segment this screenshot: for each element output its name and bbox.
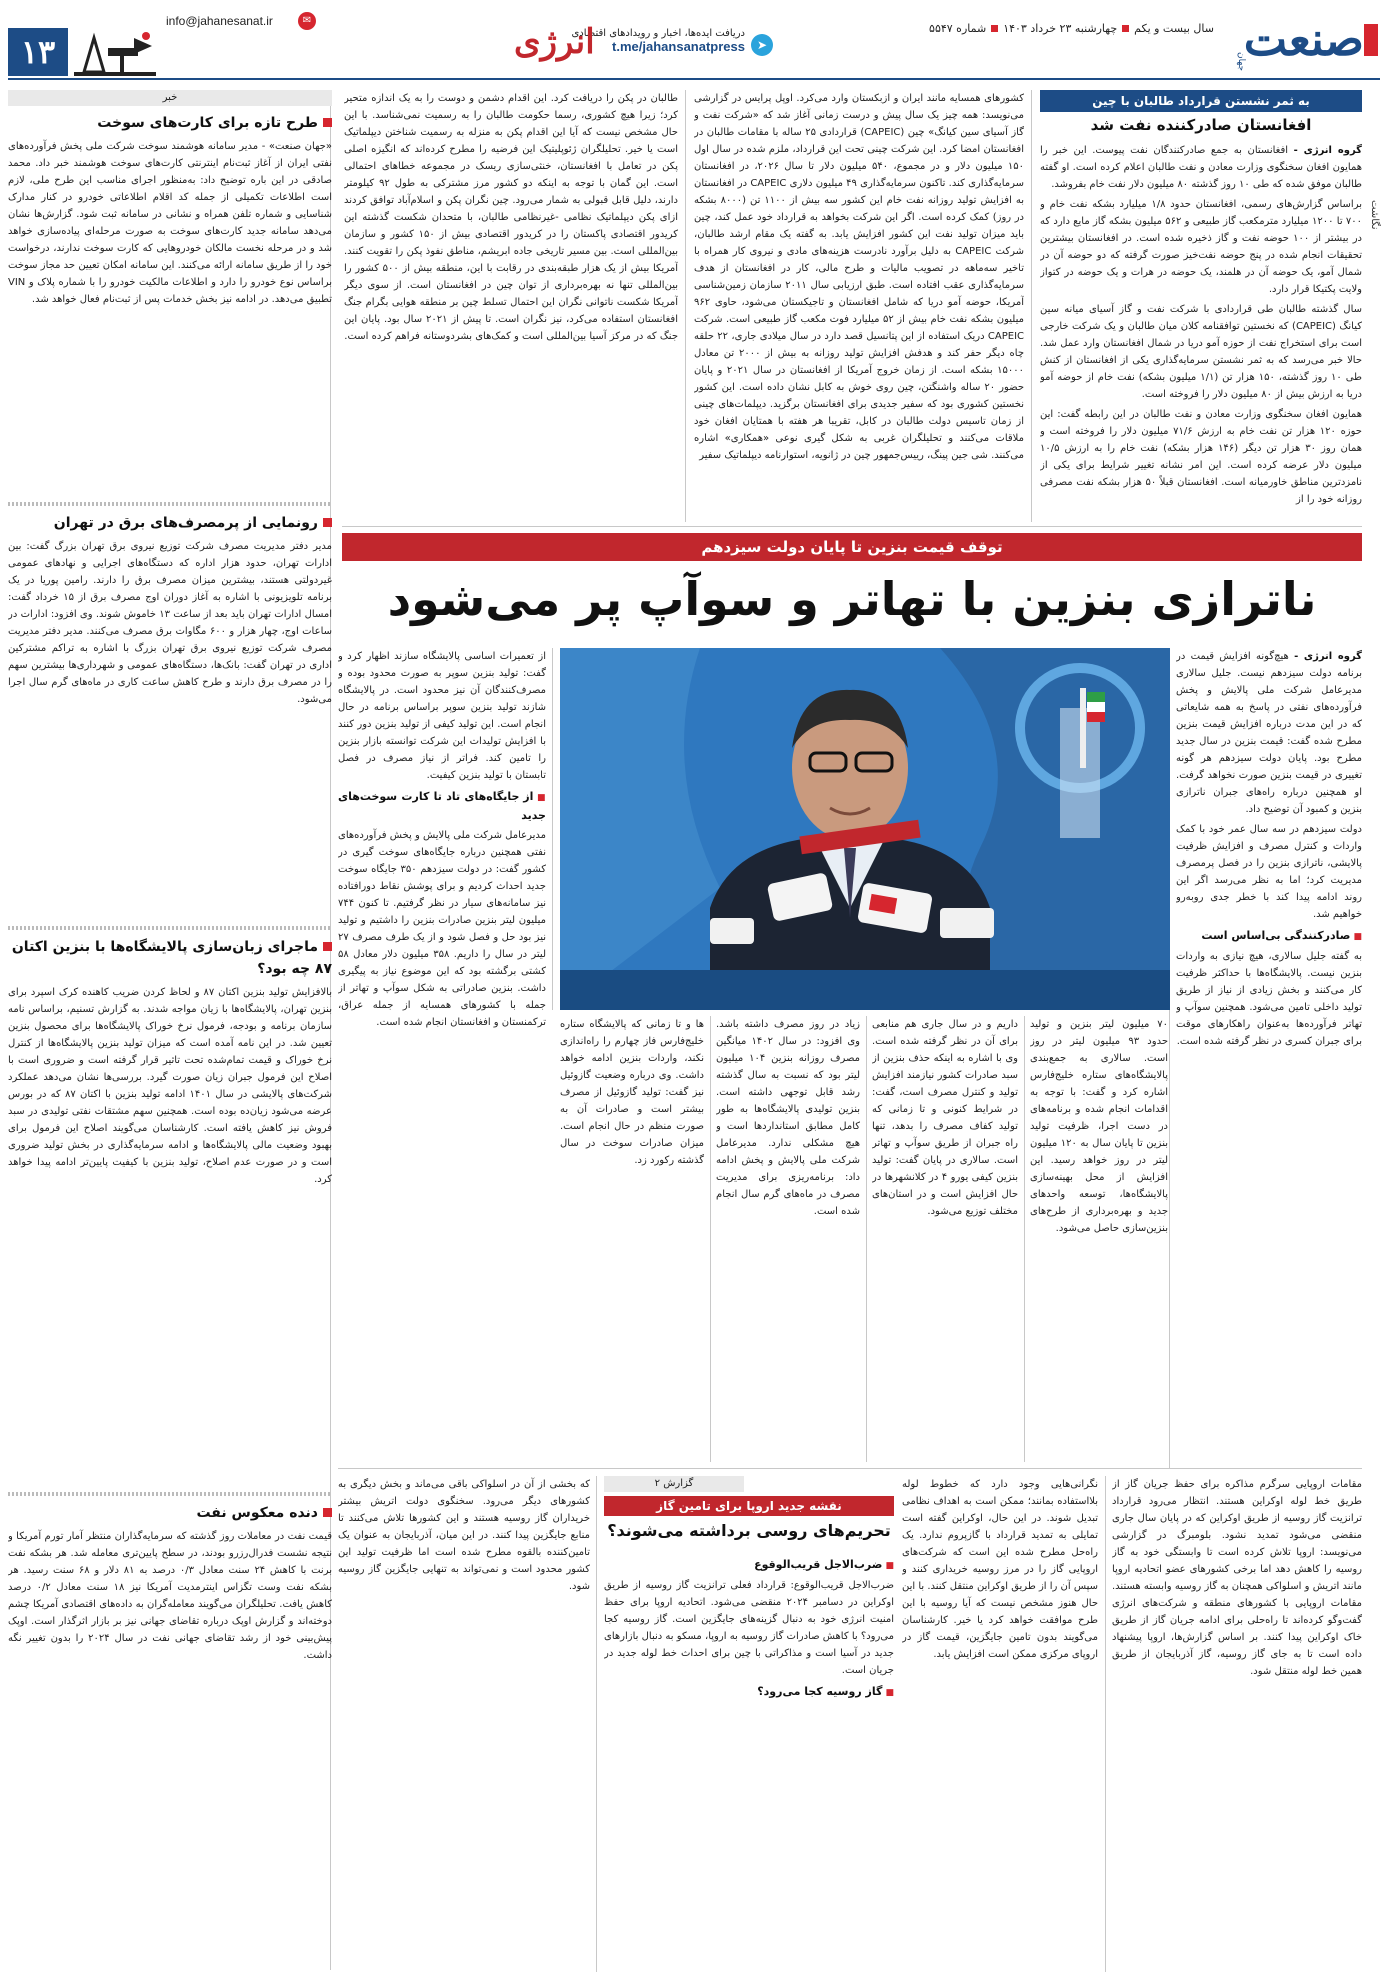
logo-subtext: جهان (1236, 52, 1246, 72)
news-title[interactable]: دنده معکوس نفت (8, 1502, 332, 1524)
bottom-story-column-1 (1112, 1476, 1362, 1972)
bullet-square (323, 118, 332, 127)
top-story-column-2 (694, 90, 1024, 522)
issue-info (929, 22, 1214, 35)
news-title[interactable]: ماجرای زبان‌سازی پالایشگاه‌ها با بنزین اکتان ۸۷ چه بود؟ (11, 939, 332, 977)
telegram-caption: دریافت ایده‌ها، اخبار و رویدادهای اقتصادی (571, 28, 745, 39)
column-rule (1105, 1476, 1106, 1972)
paragraph: دولت سیزدهم در سه سال عمر خود با کمک واردات و کنترل مصرف و افزایش ظرفیت پالایشی، ناترازی بنزین را در فصل پرمصرف مدیریت کرد؛ اما به نظر می‌رسد اگر این روند ادامه پیدا کند با خطر جدی روبه‌رو خواهیم شد. (1176, 824, 1362, 920)
paragraph: زیاد در روز مصرف داشته باشد. وی افزود: در سال ۱۴۰۲ میانگین مصرف روزانه بنزین ۱۰۴ میلیون لیتر بود که نسبت به سال گذشته رشد قابل توجهی داشته است. بنزین تولیدی پالایشگاه‌ها به طور کامل مطابق استانداردها است و هیچ مشکلی ندارد. مدیرعامل شرکت ملی پالایش و پخش ادامه داد: برنامه‌ریزی برای مدیریت مصرف در ماه‌های گرم سال انجام شده است. (716, 1019, 860, 1217)
masthead (8, 8, 1380, 80)
paragraph: گروه انرژی - افغانستان به جمع صادرکنندگان نفت پیوست. این خبر را همایون افغان سخنگوی وزارت معادن و نفت طالبان اعلام کرده است. او گفته طالبان موفق شده که طی ۱۰ روز گذشته ۸۰ میلیون دلار نفت خام بفروشد. (1040, 145, 1362, 190)
mail-icon: ✉ (298, 12, 316, 30)
telegram-link[interactable]: t.me/jahansanatpress (612, 39, 745, 54)
bullet-square (323, 942, 332, 951)
paragraph: مدیرعامل شرکت ملی پالایش و پخش فرآورده‌های نفتی همچنین درباره جایگاه‌های سوخت گیری در کشور گفت: در دولت سیزدهم ۳۵۰ جایگاه سوخت جدید احداث کردیم و برای پوشش نقاط دورافتاده نیز سامانه‌های سیار در نظر گرفتیم. تا کنون ۷۴۴ میلیون لیتر بنزین صادرات بنزین را داشتیم و تولید نیز بود حل و فصل شود و از یک طرف مصرف ۲۷ لیتر در سال را داریم. ۳۵۸ میلیون دلار معادل ۵۸ کشتی برگشته بود که این موضوع نیاز به پیگیری داشت. بنزین صادراتی به شکل سوآپ و تهاتر از جمله با کشورهای همسایه از جمله عراق، ترکمنستان و افغانستان انجام شده است. (338, 830, 546, 1028)
paragraph: همایون افغان سخنگوی وزارت معادن و نفت طالبان در این رابطه گفت: این حوزه ۱۲۰ هزار تن نفت خام به ارزش ۷۱/۶ میلیون دلار را فروخته است و همان روز ۳۰ هزار تن دیگر (۱۴۶ هزار بشکه) نفت خام را به ارزش ۱۰/۵ میلیون دلار عرضه کرده است. این امر نشانه تغییر شرایط برای یکی از نامزدترین مناطق خاورمیانه است. افغانستان قبلاً ۵۰ هزار بشکه نفت مصرفی روزانه خود را از (1040, 409, 1362, 505)
main-story-bottom-column-2 (872, 1016, 1018, 1462)
logo-text: صنعت (1243, 12, 1364, 66)
press-conference-image (560, 648, 1170, 1010)
main-story-bottom-column-1 (1030, 1016, 1168, 1462)
paragraph: کشورهای همسایه مانند ایران و ازبکستان وارد می‌کرد. اوپل پرایس در گزارشی می‌نویسد: همه چیز یک سال پیش و درست زمانی آغاز شد که «شرکت نفت و گاز آسیای سین کیانگ» چین (CAPEIC) قراردادی ۲۵ ساله با مقامات طالبان در افغانستان امضا کرد. این شرکت چینی تحت این قرارداد، ملزم شده در سال اول ۱۵۰ میلیون دلار و در مجموع، ۵۴۰ میلیون دلار تا سال ۲۰۲۶، در افغانستان سرمایه‌گذاری کند. تاکنون سرمایه‌گذاری ۴۹ میلیون دلاری CAPEIC در افغانستان به افزایش تولید روزانه نفت خام این کشور سه بیش از ۱۱۰۰ تن (۸۰۰۰ بشکه در روز) کمک کرده است. اگر این شرکت بخواهد به قرارداد خود عمل کند، چین باید میزان تولید نفت این کشور افزایش یابد. به گفته یک مقام ارشد طالبان، شرکت CAPEIC به دلیل برآورد نادرست هزینه‌های مادی و نیروی کار همراه با تاخیر سه‌ماهه در تصویب مالیات و طرح مالی، کار در افغانستان از هدف سرمایه‌گذاری عقب افتاده است. طبق ارزیابی سال ۲۰۱۱ سازمان زمین‌شناسی آمریکا، حوضه آمو دریا که شامل افغانستان و تاجیکستان می‌شود، حاوی ۹۶۲ میلیون بشکه نفت خام بیش از ۵۲ میلیارد فوت مکعب گاز طبیعی است. شرکت CAPEIC دریک استفاده از این پتانسیل قصد دارد در سال میلادی جاری، ۲۲ حلقه چاه دیگر حفر کند و هدفش افزایش تولید روزانه به بیش از ۲۰۰۰ تن معادل ۱۵۰۰۰ بشکه است. از زمان خروج آمریکا از افغانستان در سال ۲۰۲۱ و پایان حضور ۲۰ ساله واشنگتن، چین روی خوش به کابل نشان داده است. این کشور نخستین کشوری بود که سفیر جدیدی برای افغانستان برگزید. دیپلمات‌های چینی از زمان تاسیس دولت طالبان در کابل، تقریبا هر هفته با همتایان افغان خود ملاقات می‌کنند و تحلیلگران غربی به شکل گیری نوعی «همکاری» اشاره می‌کنند. شی جین پینگ، رییس‌جمهور چین در ژانویه، استوارنامه دیپلماتیک سفیر (694, 93, 1024, 461)
column-rule (866, 1016, 867, 1462)
section-rule (342, 526, 1362, 527)
column-rule (710, 1016, 711, 1462)
main-story-kicker: توقف قیمت بنزین تا پایان دولت سیزدهم (342, 533, 1362, 561)
column-rule (596, 1476, 597, 1972)
issue-number: شماره ۵۵۴۷ (929, 22, 987, 35)
logo-accent (1364, 24, 1378, 56)
top-story-column-1 (1040, 142, 1362, 522)
bottom-story-column-4 (338, 1476, 590, 1972)
page-number: ۱۳ (8, 28, 68, 76)
bottom-story-column-3 (604, 1552, 894, 1972)
bottom-story-title[interactable]: تحریم‌های روسی برداشته می‌شوند؟ (607, 1521, 891, 1540)
paragraph: ضرب‌الاجل قریب‌الوقوع: قرارداد فعلی ترانزیت گاز روسیه از طریق اوکراین در دسامبر ۲۰۲۴ منقضی می‌شود. اتحادیه اروپا برای حفظ امنیت انرژی خود به دنبال گزینه‌های جایگزین است. گاز روسیه کجا می‌رود؟ با کاهش صادرات گاز روسیه به اروپا، مسکو به دنبال بازارهای جدید در آسیا است و مذاکراتی با چین برای احداث خط لوله جدید در جریان است. (604, 1580, 894, 1676)
issue-date: چهارشنبه ۲۳ خرداد ۱۴۰۳ (1003, 22, 1118, 35)
contact-email[interactable]: info@jahanesanat.ir (166, 14, 273, 28)
main-story-headline[interactable]: ناترازی بنزین با تهاتر و سوآپ پر می‌شود (387, 572, 1317, 626)
top-story-kicker: به ثمر نشستن قرارداد طالبان با چین (1040, 90, 1362, 112)
separator-square (1122, 25, 1129, 32)
main-story-bottom-column-3 (716, 1016, 860, 1462)
bullet-square (323, 1508, 332, 1517)
top-story-title[interactable]: افغانستان صادرکننده نفت شد (1090, 116, 1312, 134)
main-story-left-column (338, 648, 546, 1462)
subheading: ■ گاز روسیه کجا می‌رود؟ (604, 1683, 894, 1702)
news-body: قیمت نفت در معاملات روز گذشته که سرمایه‌گذاران منتظر آمار تورم آمریکا و نتیجه نشست فدرال‌رزرو بودند، در سطح پایین‌تری معامله شد. هر بشکه نفت برنت با کاهش ۲۴ سنت معادل ۰/۳ درصد به ۸۱ دلار و ۶۸ سنت رسید. هر بشکه نفت وست تگزاس اینترمدیت آمریکا نیز ۱۸ سنت معادل ۰/۲ درصد کاهش یافت. تحلیلگران می‌گویند معامله‌گران به داده‌های اقتصادی آمریکا چشم دوخته‌اند و گزارش اوپک درباره تقاضای جهانی نیز بر بازار اثرگذار است. اوپک پیش‌بینی خود از رشد تقاضای جهانی نفت در سال ۲۰۲۴ را بدون تغییر نگه داشت. (8, 1531, 332, 1661)
telegram-icon: ➤ (751, 34, 773, 56)
lead-text: گروه انرژی - (1293, 145, 1362, 156)
subheading: ■ ضرب‌الاجل قریب‌الوقوع (604, 1556, 894, 1575)
divider (8, 1492, 332, 1496)
left-news-column (8, 90, 332, 1766)
main-story-right-column (1176, 648, 1362, 1468)
news-title[interactable]: طرح تازه برای کارت‌های سوخت (8, 112, 332, 134)
main-story-bottom-column-4 (560, 1016, 704, 1462)
subheading: ■ صادرکنندگی بی‌اساس است (1176, 927, 1362, 946)
news-tag: خبر (8, 90, 332, 106)
issue-year: سال بیست و یکم (1134, 22, 1214, 35)
bullet-square (323, 518, 332, 527)
lead-text: گروه انرژی - (1294, 651, 1362, 662)
paragraph: به گفته جلیل سالاری، هیچ نیازی به واردات بنزین نیست. پالایشگاه‌ها با حداکثر ظرفیت کار می‌کنند و بخش زیادی از نیاز از طریق تولید داخلی تامین می‌شود. همچنین سوآپ و تهاتر فرآورده‌ها به‌عنوان راهکارهای موقت برای جبران کسری در نظر گرفته شده است. (1176, 951, 1362, 1047)
oil-rig-icon (74, 28, 156, 76)
newspaper-logo[interactable] (1230, 8, 1380, 76)
news-body: بالافزایش تولید بنزین اکتان ۸۷ و لحاظ کردن ضریب کاهنده کرک اسپرد برای بنزین تهران، پالایشگاه‌ها با زیان مواجه شدند. به گزارش تسنیم، براساس نامه سازمان برنامه و بودجه، فرمول نرخ خوراک پالایشگاه‌ها برای محصول بنزین تعیین شد. در این نامه آمده است که میزان تولید بنزین پالایشگاه‌ها از کنترل نرخ خوراک و قیمت تمام‌شده تحت تاثیر قرار گرفته است و ضروری است با اصلاح این فرمول جبران زیان صورت گیرد. بررسی‌ها نشان می‌دهد عملکرد شرکت‌های پالایشی در سال ۱۴۰۱ ادامه تولید بنزین با اکتان ۸۷ که در بورس عرضه می‌شود زیان‌ده بوده است. همچنین سهم مشتقات نفتی تولیدی در سبد فروش نیز کاهش یافته است. کارشناسان می‌گویند اصلاح این فرمول برای بهبود وضعیت مالی پالایشگاه‌ها و ادامه سرمایه‌گذاری در بخش تولید ضروری است و در صورت عدم اصلاح، تولید بنزین با کیفیت پایین‌تر ادامه پیدا خواهد کرد. (8, 987, 332, 1185)
paragraph: ۷۰ میلیون لیتر بنزین و تولید حدود ۹۳ میلیون لیتر در روز است. سالاری به جمع‌بندی پالایشگاه‌های ستاره خلیج‌فارس اشاره کرد و گفت: با توجه به اقدامات انجام شده و برنامه‌های در دست اجرا، ظرفیت تولید بنزین تا پایان سال به ۱۲۰ میلیون لیتر در روز خواهد رسید. این افزایش از محل بهینه‌سازی پالایشگاه‌ها، توسعه واحدهای جدید و بهره‌برداری از طرح‌های بنزین‌سازی حاصل می‌شود. (1030, 1019, 1168, 1234)
section-rule (338, 1468, 1362, 1469)
paragraph: سال گذشته طالبان طی قراردادی با شرکت نفت و گاز آسیای میانه سین کیانگ (CAPEIC) که نخستین توافقنامه کلان میان طالبان و یک شرکت خارجی است برای استخراج نفت از حوزه آمو دریا در شمال افغانستان وارد عمل شد. حالا خبر می‌رسد که به ثمر نشستن سرمایه‌گذاری یکی از افغانستان از کنش طی ۱۰ روز گذشته، ۱۵۰ هزار تن (۱/۱ میلیون بشکه) نفت خام از حوضه آمو دریا به ارزش بیش از ۸۰ میلیون دلار را فروخته است. (1040, 304, 1362, 400)
column-rule (1024, 1016, 1025, 1462)
column-rule (552, 648, 553, 1010)
paragraph: که بخشی از آن در اسلواکی باقی می‌ماند و بخش دیگری به کشورهای دیگر می‌رود. سخنگوی دولت اتریش بیشتر خریداران گاز روسیه هستند و این کشورها تلاش می‌کنند تا منابع جایگزین پیدا کنند. در این میان، آذربایجان به عنوان یک تامین‌کننده بالقوه مطرح شده است اما ظرفیت تولید این کشور محدود است و نمی‌تواند به تنهایی جایگزین گاز روسیه شود. (338, 1479, 590, 1592)
bottom-story-column-2 (902, 1476, 1098, 1972)
top-story-side-tag: نگاشت (1369, 200, 1380, 230)
paragraph: مقامات اروپایی سرگرم مذاکره برای حفظ جریان گاز از طریق خط لوله اوکراین هستند. انتظار می‌رود قرارداد ترانزیت گاز روسیه از طریق اوکراین که در پایان سال جاری منقضی می‌شود تمدید نشود. بلومبرگ در گزارشی می‌نویسد: اروپا تلاش کرده است تا وابستگی خود به گاز روسیه را کاهش دهد اما برخی کشورهای عضو اتحادیه اروپا مانند اتریش و اسلواکی همچنان به گاز روسیه وابسته هستند. مقامات اروپایی با کشورهای منطقه و شرکت‌های انرژی گفت‌وگو کرده‌اند تا راه‌حلی برای ادامه جریان گاز از طریق خاک اوکراین پیدا کنند. بر اساس گزارش‌ها، اروپا پیشنهاد داده است تا به جای گاز روسیه، گاز آذربایجان از طریق همین خط لوله منتقل شود. (1112, 1479, 1362, 1677)
news-body: «جهان صنعت» - مدیر سامانه هوشمند سوخت شرکت ملی پخش فرآورده‌های نفتی ایران از آغاز ثبت‌نام اینترنتی کارت‌های سوخت هوشمند خبر داد. محمد صادقی در این باره توضیح داد: به‌منظور اجرای مناسب این طرح ملی، لازم است اطلاعات تکمیلی از جمله کد اقلام اطلاعاتی خودرو در کنار مدارک شناسایی و شماره تلفن همراه و نشانی در سامانه ثبت شود. گزارش‌ها نشان می‌دهد سامانه جدید کارت‌های سوخت به صورت مرحله‌ای پیاده‌سازی خواهد شد و در مرحله نخست مالکان خودروهایی که کارت سوخت ندارند، درخواست خود را از طریق سامانه ارائه می‌کنند. این سامانه امکان تعیین حد مجاز سوخت براساس نوع خودرو را دارد و اطلاعات مالکیت خودرو را با شماره پلاک و VIN تطبیق می‌دهد. در ادامه نیز بخش خدمات پس از ثبت‌نام فعال خواهد شد. (8, 141, 332, 305)
paragraph: نگرانی‌هایی وجود دارد که خطوط لوله بلااستفاده بمانند؛ ممکن است به اهداف نظامی تبدیل شوند. در این حال، اوکراین گفته است تمایلی به تمدید قرارداد با گازپروم ندارد. یک راه‌حل مطرح شده این است که شرکت‌های اروپایی گاز را در مرز روسیه خریداری کنند و سپس آن را از طریق اوکراین منتقل کنند. با این حال هنوز مشخص نیست که آیا روسیه با این طرح موافقت خواهد کرد یا خیر. کارشناسان می‌گویند بدون تامین جایگزین، قیمت گاز در اروپای مرکزی ممکن است افزایش یابد. (902, 1479, 1098, 1660)
paragraph: داریم و در سال جاری هم منابعی برای آن در نظر گرفته شده است. وی با اشاره به اینکه حذف بنزین از سبد صادرات کشور نیازمند افزایش تولید و کنترل مصرف است، گفت: در شرایط کنونی و تا زمانی که تولید کفاف مصرف را بدهد، تنها راه جبران از طریق سوآپ و تهاتر است. سالاری در پایان گفت: تولید بنزین کیفی یورو ۴ در کلانشهرها در حال افزایش است و در استان‌های مختلف توزیع می‌شود. (872, 1019, 1018, 1217)
subheading: ■ از جایگاه‌های تاد تا کارت سوخت‌های جدید (338, 788, 546, 825)
report-tag: گزارش ۲ (604, 1476, 744, 1492)
top-story-column-3 (344, 90, 678, 522)
paragraph: گروه انرژی - هیچ‌گونه افزایش قیمت در برنامه دولت سیزدهم نیست. جلیل سالاری مدیرعامل شرکت ملی پالایش و پخش فرآورده‌های نفتی در پاسخ به همه شایعاتی که در این مدت درباره افزایش قیمت بنزین مطرح شده گفت: قیمت بنزین در سال جدید مطرح بود. پایان دولت سیزدهم هر گونه تغییری در قیمت بنزین صورت نخواهد گرفت. او همچنین درباره راه‌های جبران ناترازی بنزین و کمبود آن توضیح داد. (1176, 651, 1362, 815)
paragraph: طالبان در پکن را دریافت کرد. این اقدام دشمن و دوست را به یک اندازه متحیر کرد؛ زیرا هیچ کشوری، رسما حکومت طالبان را به رسمیت نمی‌شناسد. با این حال مشخص نیست که آیا این اقدام پکن به منزله به رسمیت شناختن دیپلماتیک است یا خیر. تحلیلگران ژئوپلیتیک این فرضیه را مطرح کرده‌اند که انگیزه اصلی پکن در تعامل با افغانستان، خنثی‌سازی ریسک در مجموعه خطاهای احتمالی است. این گمان با توجه به اینکه دو کشور مرز مشترکی به طول ۹۲ کیلومتر دارند، دلیل قابل قبولی به شمار می‌رود. چین نگران پکن و اسلام‌آباد توافق کردند ازای پکن دیپلماتیک نظامی -غیرنظامی طالبان، با متحدان شکست گذشته این کریدور اقتصادی پاکستان را در کریدور اقتصادی بیش از ۱۵۰ کشور و سازمان بین‌المللی است. بین مسیر تاریخی جاده ابریشم، مناطق نفوذ پکن را تقویت کنند. آمریکا بیش از یک هزار طبقه‌بندی در رقابت با این، منطقه بیش از ۵۰۰ کشور را بین‌المللی تنها نه بهره‌برداری از توان چین در افغانستان است. از سوی دیگر آمریکا شکست ناتوانی نگران این احتمال تسلط چین بر منطقه هوایی بگرام جنگ افغانستان استفاده می‌کرد، نیز نگران است. تا پیش از ۲۰۲۱ سال بود. پایان این جنگ که در مرکز آسیا بین‌المللی است و کمک‌های بشردوستانه فراهم کرده است. (344, 93, 678, 342)
paragraph: ها و تا زمانی که پالایشگاه ستاره خلیج‌فارس فاز چهارم را راه‌اندازی نکند، واردات بنزین ادامه خواهد داشت. وی درباره وضعیت گازوئیل نیز گفت: تولید گازوئیل از مصرف بیشتر است و صادرات آن به صورت منظم در حال انجام است. میزان صادرات سوخت در سال گذشته رکورد زد. (560, 1019, 704, 1166)
news-body: مدیر دفتر مدیریت مصرف شرکت توزیع نیروی برق تهران بزرگ گفت: بین ادارات تهران، حدود هزار اداره که دستگاه‌های اجرایی و نهادهای عمومی غیردولتی هستند، بیشترین میزان مصرف برق را دارند. رامین پوریا در یک برنامه تلویزیونی با اشاره به آغاز دوران اوج مصرف برق از ۱۵ خرداد گفت: امسال ادارات تهران باید بعد از ساعت ۱۳ خاموش شوند. وی افزود: ادارات در ساعات اوج، چهار هزار و ۶۰۰ مگاوات برق مصرف می‌کنند. مدیر دفتر مدیریت مصرف شرکت توزیع نیروی برق تهران بزرگ با اشاره به تراکم مشترکین اداری در تهران گفت: بانک‌ها، دستگاه‌های عمومی و شهرداری‌ها بیشترین سهم را در مصرف برق دارند و طرح کاهش ساعت کاری در ماه‌های گرم سال اجرا می‌شود. (8, 541, 332, 705)
paragraph: از تعمیرات اساسی پالایشگاه سازند اظهار کرد و گفت: تولید بنزین سوپر به صورت محدود بوده و مصرف‌کنندگان آن نیز محدود است. در پالایشگاه شازند تولید بنزین سوپر براساس برنامه در حال انجام است. این تولید کیفی از تولید بنزین دور کنند با افزایش تولیدات این شرکت توانسته بازار بنزین را تامین کند. فراتر از نیاز مصرف در فصل تابستان با تولید بنزین کیفیت. (338, 651, 546, 781)
official-photo[interactable] (560, 648, 1170, 1010)
column-rule (685, 90, 686, 522)
divider (8, 926, 332, 930)
section-title: انرژی (514, 22, 595, 62)
bottom-story-kicker: نقشه جدید اروپا برای تامین گاز (604, 1496, 894, 1516)
news-title[interactable]: رونمایی از پرمصرف‌های برق در تهران (8, 512, 332, 534)
divider (8, 502, 332, 506)
separator-square (991, 25, 998, 32)
column-rule (1031, 90, 1032, 522)
paragraph: براساس گزارش‌های رسمی، افغانستان حدود ۱/۸ میلیارد بشکه نفت خام و ۷۰۰ تا ۱۲۰۰ میلیارد مترمکعب گاز طبیعی و ۵۶۲ میلیون بشکه گاز مایع دارد که در بیشتر از ۱۰۰ حوضه نفت و گاز ذخیره شده است. در افغانستان بیشترین تحقیقات انجام شده در پنج حوضه نفت‌خیز صورت گرفته که دو حوضه آن در شمال آمو، یک حوضه آن در هلمند، یک حوضه در هرات و یک حوضه در کتواز ولایت پکتیکا قرار دارد. (1040, 199, 1362, 295)
